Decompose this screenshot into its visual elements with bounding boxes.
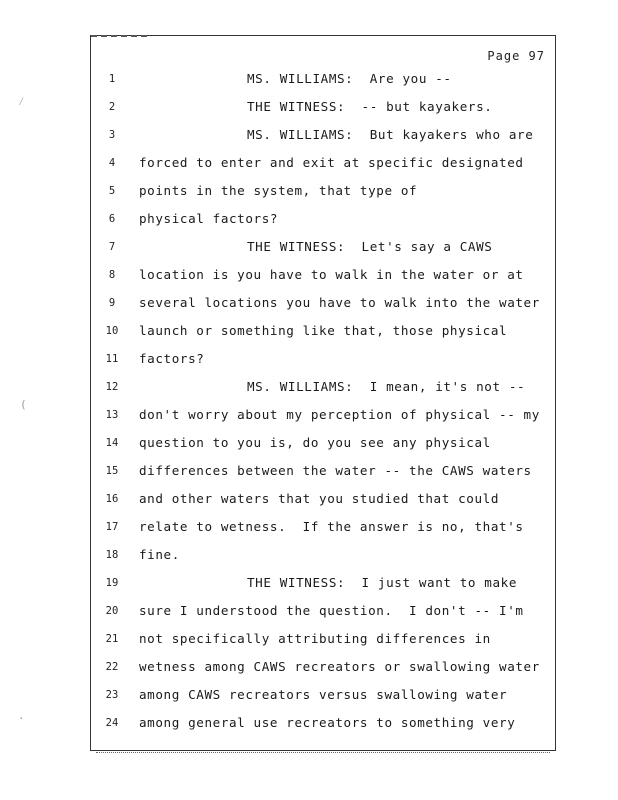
line-text: among general use recreators to something very bbox=[139, 715, 516, 730]
line-text: and other waters that you studied that could bbox=[139, 491, 500, 506]
line-number: 19 bbox=[105, 577, 119, 589]
transcript-line bbox=[91, 294, 555, 314]
line-number: 15 bbox=[105, 465, 119, 477]
line-number: 7 bbox=[108, 241, 116, 253]
transcript-line bbox=[91, 154, 555, 174]
line-number: 18 bbox=[105, 549, 119, 561]
line-number: 13 bbox=[105, 409, 119, 421]
line-text: MS. WILLIAMS: I mean, it's not -- bbox=[247, 379, 526, 394]
line-number: 17 bbox=[105, 521, 119, 533]
transcript-line bbox=[91, 630, 555, 650]
transcript-line bbox=[91, 574, 555, 594]
transcript-page bbox=[90, 35, 556, 751]
transcript-line bbox=[91, 658, 555, 678]
transcript-line bbox=[91, 322, 555, 342]
transcript-line bbox=[91, 378, 555, 398]
line-number: 3 bbox=[108, 129, 116, 141]
line-number: 4 bbox=[108, 157, 116, 169]
line-number: 12 bbox=[105, 381, 119, 393]
transcript-line bbox=[91, 602, 555, 622]
line-text: sure I understood the question. I don't -- I'm bbox=[139, 603, 524, 618]
line-text: THE WITNESS: Let's say a CAWS bbox=[247, 239, 493, 254]
line-number: 24 bbox=[105, 717, 119, 729]
line-number: 10 bbox=[105, 325, 119, 337]
bottom-rule bbox=[96, 752, 550, 753]
transcript-line bbox=[91, 210, 555, 230]
line-text: THE WITNESS: I just want to make bbox=[247, 575, 518, 590]
line-number: 23 bbox=[105, 689, 119, 701]
line-text: wetness among CAWS recreators or swallowing water bbox=[139, 659, 540, 674]
line-text: MS. WILLIAMS: Are you -- bbox=[247, 71, 452, 86]
transcript-line bbox=[91, 686, 555, 706]
line-text: several locations you have to walk into the water bbox=[139, 295, 540, 310]
transcript-line bbox=[91, 98, 555, 118]
line-number: 14 bbox=[105, 437, 119, 449]
line-number: 11 bbox=[105, 353, 119, 365]
line-number: 22 bbox=[105, 661, 119, 673]
line-text: points in the system, that type of bbox=[139, 183, 418, 198]
line-number: 2 bbox=[108, 101, 116, 113]
line-number: 9 bbox=[108, 297, 116, 309]
transcript-line bbox=[91, 350, 555, 370]
line-number: 6 bbox=[108, 213, 116, 225]
line-text: question to you is, do you see any physical bbox=[139, 435, 491, 450]
transcript-line bbox=[91, 126, 555, 146]
line-number: 8 bbox=[108, 269, 116, 281]
line-text: MS. WILLIAMS: But kayakers who are bbox=[247, 127, 534, 142]
line-text: factors? bbox=[139, 351, 205, 366]
line-text: differences between the water -- the CAWS waters bbox=[139, 463, 532, 478]
transcript-line bbox=[91, 518, 555, 538]
transcript-line bbox=[91, 462, 555, 482]
line-text: location is you have to walk in the water or at bbox=[139, 267, 524, 282]
transcript-line bbox=[91, 546, 555, 566]
line-text: don't worry about my perception of physical -- my bbox=[139, 407, 540, 422]
line-number: 5 bbox=[108, 185, 116, 197]
line-number: 16 bbox=[105, 493, 119, 505]
line-text: launch or something like that, those physical bbox=[139, 323, 508, 338]
page-number: Page 97 bbox=[487, 49, 545, 63]
transcript-line bbox=[91, 434, 555, 454]
line-text: relate to wetness. If the answer is no, that's bbox=[139, 519, 524, 534]
line-text: physical factors? bbox=[139, 211, 279, 226]
line-text: fine. bbox=[139, 547, 180, 562]
transcript-line bbox=[91, 406, 555, 426]
line-number: 21 bbox=[105, 633, 119, 645]
margin-mark-bottom: · bbox=[18, 712, 25, 725]
line-text: forced to enter and exit at specific designated bbox=[139, 155, 524, 170]
line-number: 20 bbox=[105, 605, 119, 617]
transcript-line bbox=[91, 238, 555, 258]
line-text: among CAWS recreators versus swallowing water bbox=[139, 687, 508, 702]
transcript-line bbox=[91, 490, 555, 510]
margin-mark-top: ⁄ bbox=[18, 95, 25, 108]
transcript-line bbox=[91, 182, 555, 202]
line-text: not specifically attributing differences in bbox=[139, 631, 491, 646]
margin-mark-middle: ( bbox=[20, 398, 27, 411]
line-text: THE WITNESS: -- but kayakers. bbox=[247, 99, 493, 114]
transcript-line bbox=[91, 266, 555, 286]
transcript-line bbox=[91, 714, 555, 734]
transcript-line bbox=[91, 70, 555, 90]
line-number: 1 bbox=[108, 73, 116, 85]
